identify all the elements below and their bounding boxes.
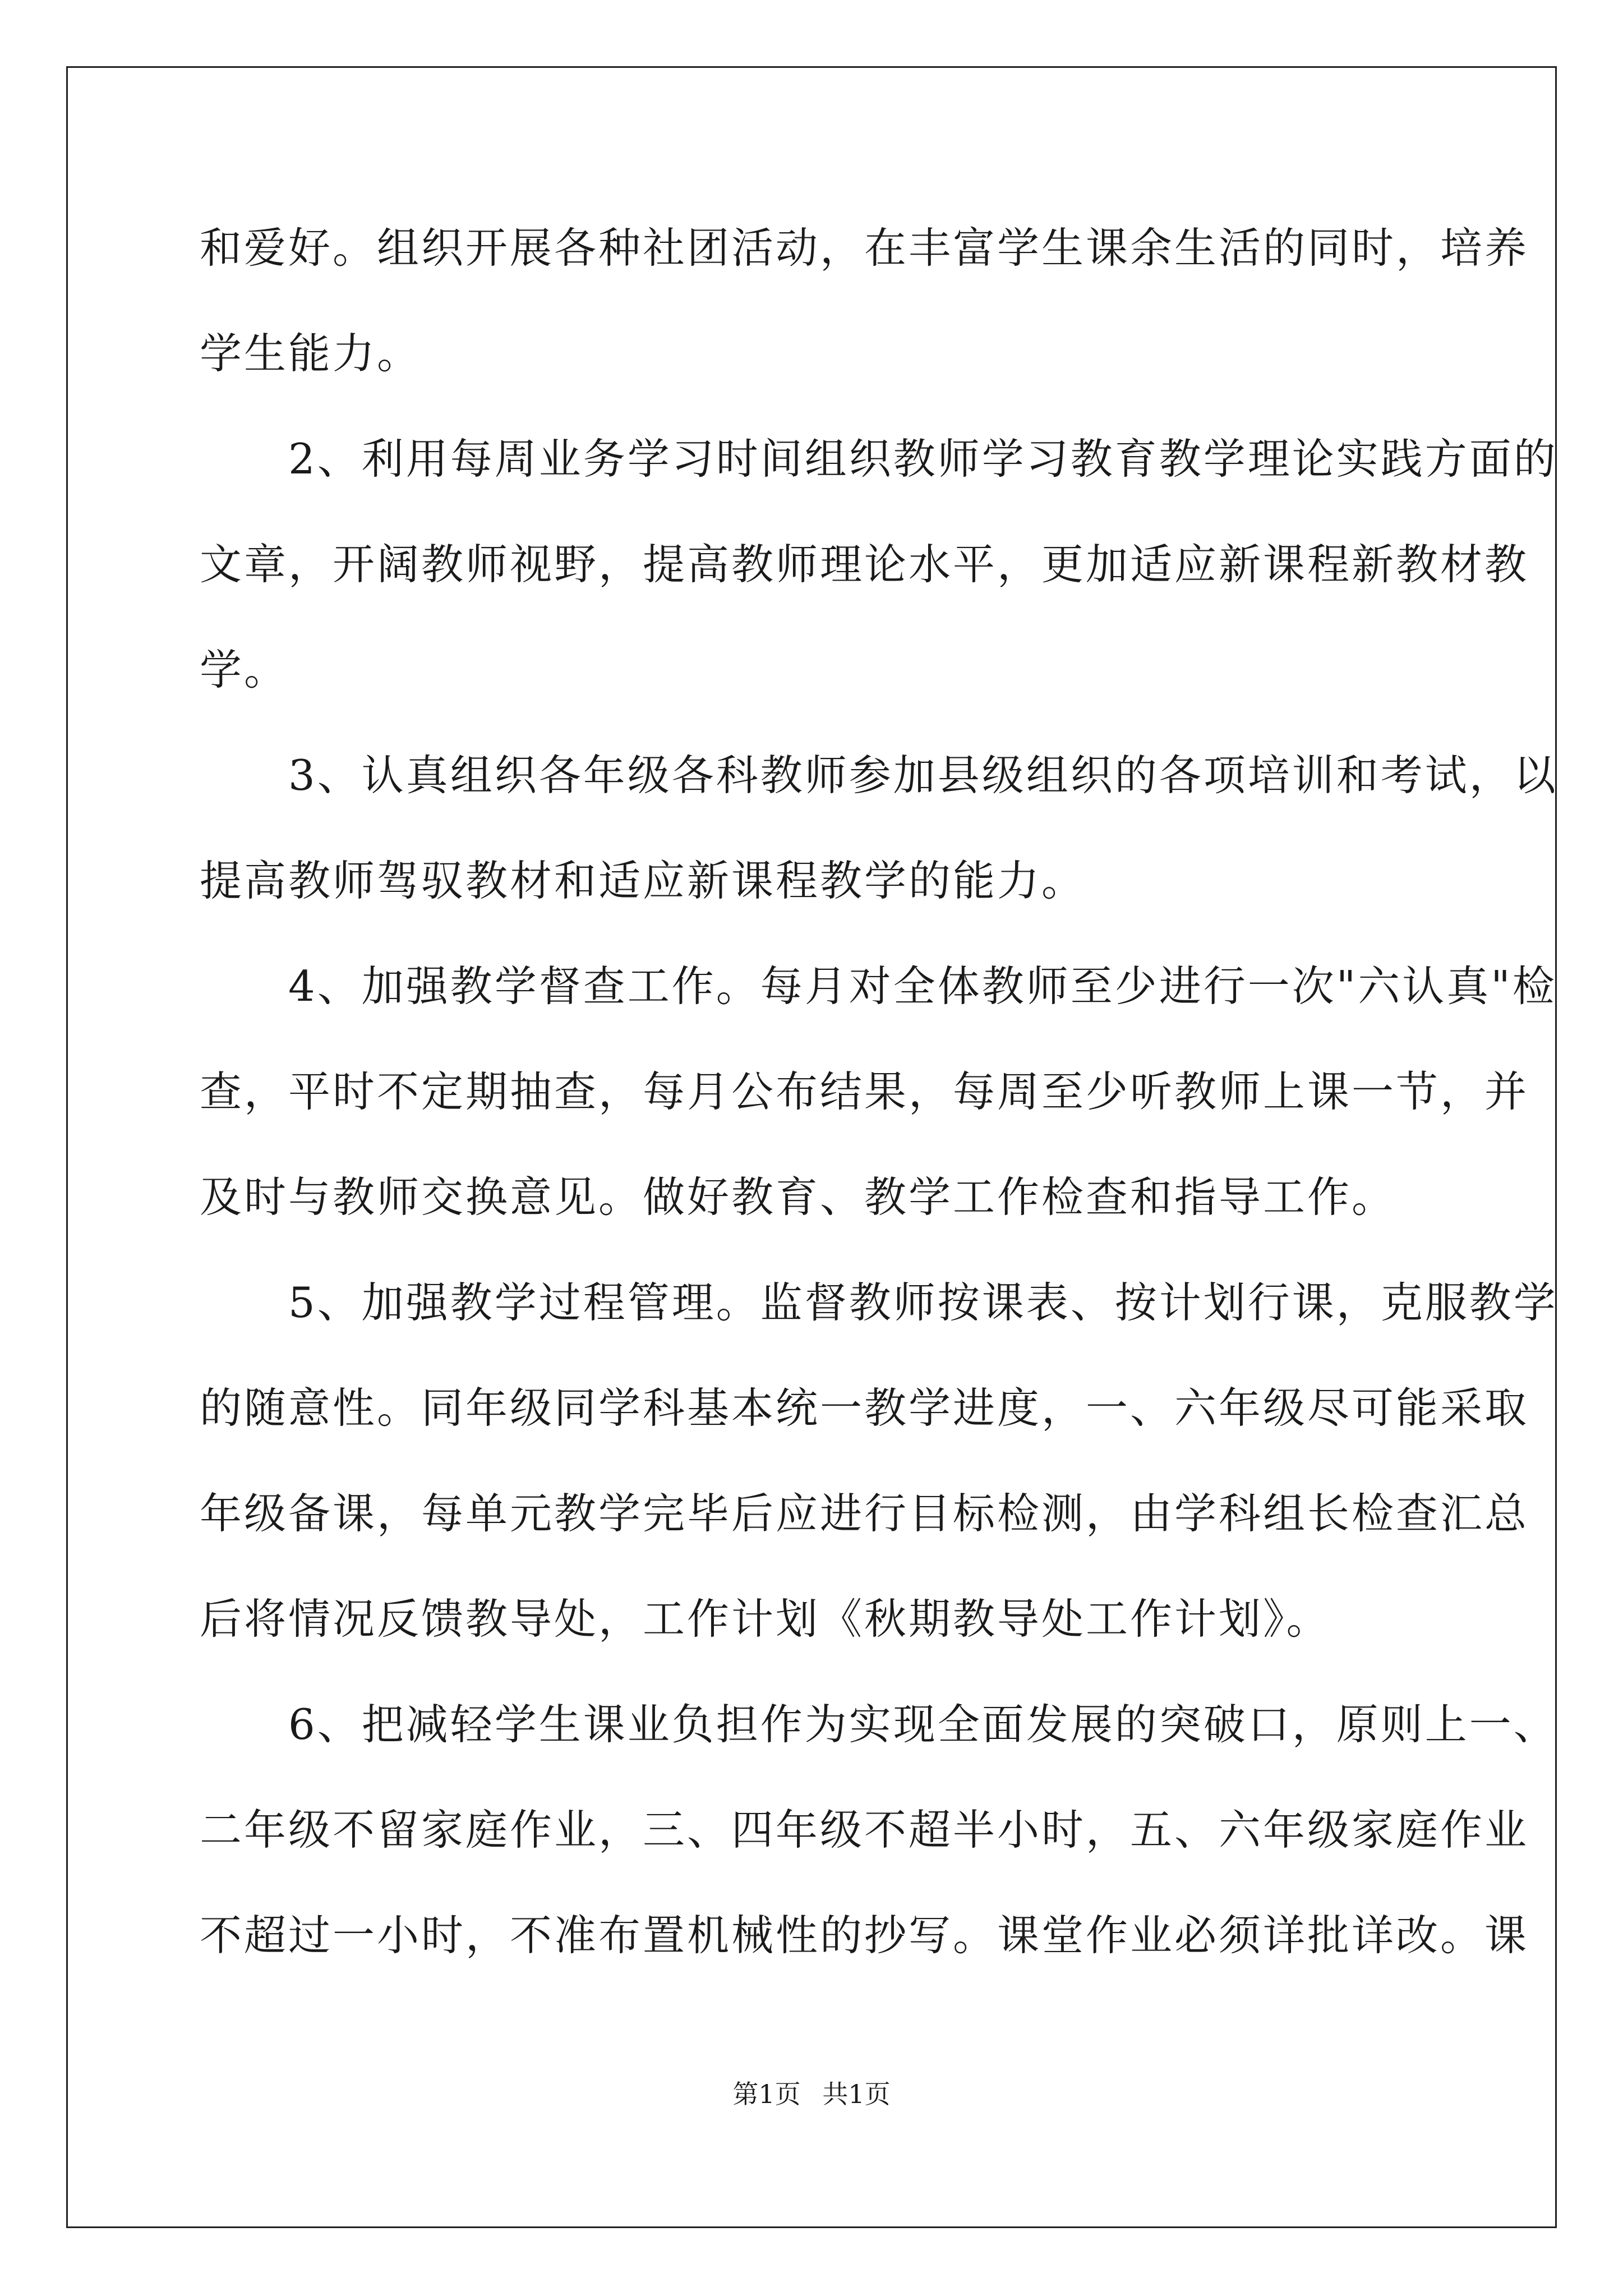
- page-number: 第1页: [732, 2079, 801, 2109]
- text-line: 和爱好。组织开展各种社团活动，在丰富学生课余生活的同时，培养: [200, 223, 1529, 273]
- text-line: 文章，开阔教师视野，提高教师理论水平，更加适应新课程新教材教: [200, 540, 1529, 589]
- text-line: 二年级不留家庭作业，三、四年级不超半小时，五、六年级家庭作业: [200, 1805, 1529, 1855]
- text-line: 2、利用每周业务学习时间组织教师学习教育教学理论实践方面的: [200, 434, 1558, 484]
- text-line: 不超过一小时，不准布置机械性的抄写。课堂作业必须详批详改。课: [200, 1911, 1529, 1960]
- text-line: 及时与教师交换意见。做好教育、教学工作检查和指导工作。: [200, 1172, 1396, 1222]
- text-line: 6、把减轻学生课业负担作为实现全面发展的突破口，原则上一、: [200, 1700, 1558, 1749]
- text-line: 提高教师驾驭教材和适应新课程教学的能力。: [200, 856, 1086, 905]
- text-line: 年级备课，每单元教学完毕后应进行目标检测，由学科组长检查汇总: [200, 1489, 1529, 1538]
- page-border: [66, 66, 1557, 2228]
- text-line: 查，平时不定期抽查，每月公布结果，每周至少听教师上课一节，并: [200, 1067, 1529, 1116]
- text-line: 4、加强教学督查工作。每月对全体教师至少进行一次"六认真"检: [200, 961, 1557, 1011]
- page-footer: [0, 2077, 1623, 2111]
- page-total: 共1页: [822, 2079, 891, 2109]
- text-line: 的随意性。同年级同学科基本统一教学进度，一、六年级尽可能采取: [200, 1383, 1529, 1433]
- text-line: 5、加强教学过程管理。监督教师按课表、按计划行课，克服教学: [200, 1278, 1558, 1327]
- text-line: 3、认真组织各年级各科教师参加县级组织的各项培训和考试，以: [200, 751, 1558, 800]
- text-line: 学生能力。: [200, 329, 422, 378]
- text-line: 学。: [200, 645, 289, 694]
- text-line: 后将情况反馈教导处，工作计划《秋期教导处工作计划》。: [200, 1594, 1331, 1644]
